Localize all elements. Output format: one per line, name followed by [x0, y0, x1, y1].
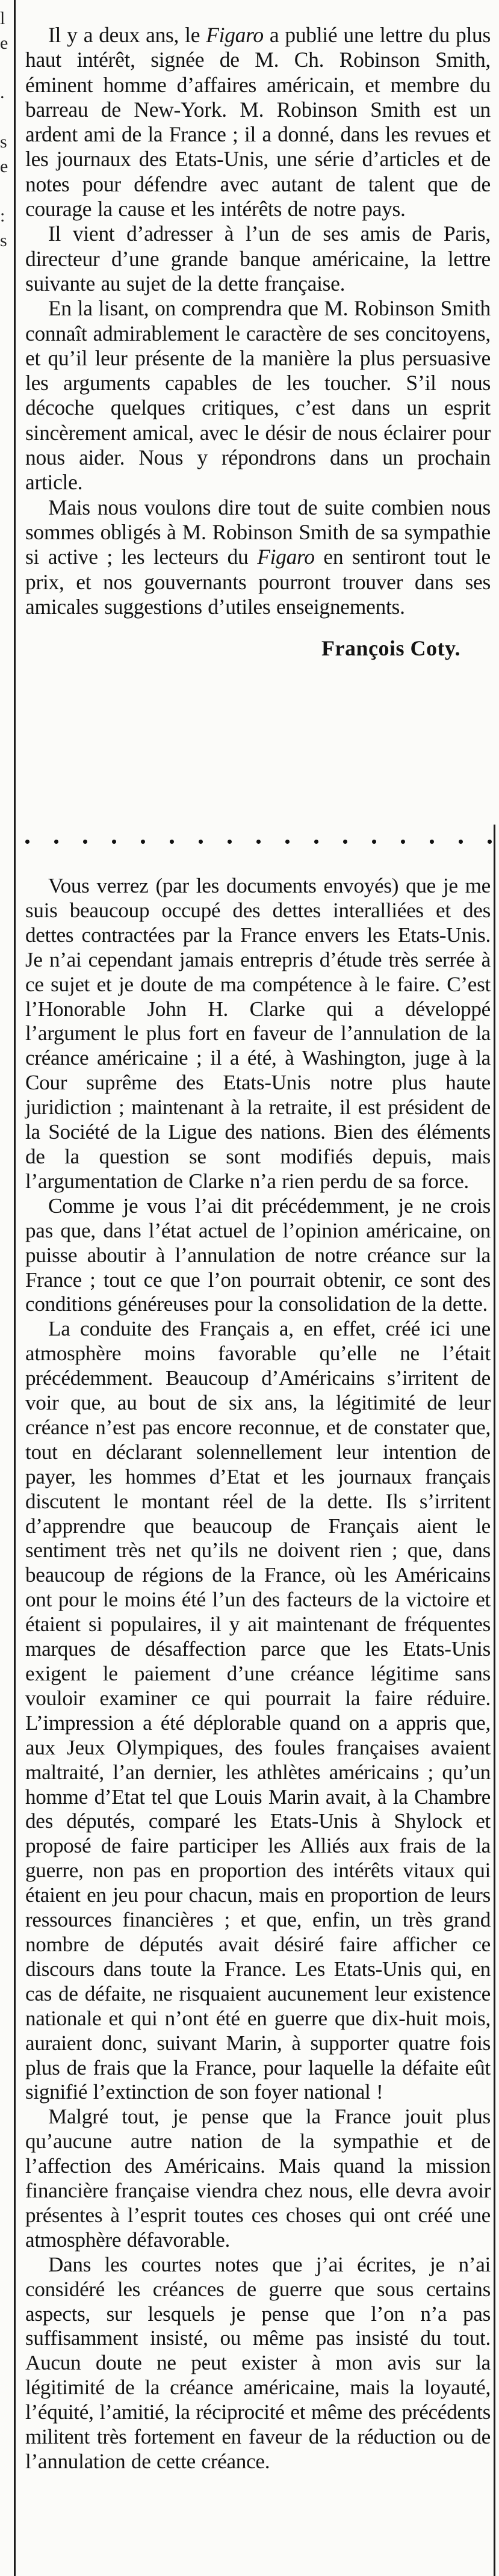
- dotted-separator: [25, 840, 492, 844]
- letter-paragraph: La conduite des Français a, en effet, créé ici une atmosphère moins favorable qu’elle ne l’était précédemment. Beaucoup d’Américains s’irritent de voir que, au bout de six ans, la légitimité de leur créance n’est pas encore reconnue, et de constater que, tout en déclarant solennellement leur intention de payer, les hommes d’Etat et les journaux français discutent le montant réel de la dette. Ils s’irritent d’apprendre que beaucoup de Français aient le sentiment très net qu’ils ne doivent rien ; que, dans beaucoup de régions de la France, où les Américains ont pour le moins été l’un des facteurs de la victoire et étaient si populaires, il y ait maintenant de fréquentes marques de désaffection parce que les Etats-Unis exigent le paiement d’une créance légitime sans vouloir examiner ce qui pourrait la faire réduire. L’impression a été déplorable quand on a appris que, aux Jeux Olympiques, des foules françaises avaient maltraité, l’an dernier, les athlètes américains ; qu’un homme d’Etat tel que Louis Marin avait, à la Chambre des députés, comparé les Etats-Unis à Shylock et proposé de faire participer les Alliés aux frais de la guerre, non pas en proportion des intérêts vitaux qui étaient en jeu pour chacun, mais en proportion de leurs ressources financières ; et que, enfin, un très grand nombre de députés avait désiré faire afficher ce discours dans toute la France. Les Etats-Unis qui, en cas de défaite, ne risquaient aucunement leur existence nationale et qui n’ont été en guerre que dix-huit mois, auraient donc, suivant Marin, à supporter quatre fois plus de frais que la France, pour laquelle la défaite eût signifié l’extinction de son foyer national !: [25, 1317, 491, 2104]
- letter-paragraph: Vous verrez (par les documents envoyés) que je me suis beaucoup occupé des dettes interalliées et des dettes contractées par la France envers les Etats-Unis. Je n’ai cependant jamais entrepris d’étude très serrée à ce sujet et je doute de ma compétence à le faire. C’est l’Honorable John H. Clarke qui a développé l’argument le plus fort en faveur de l’annulation de la créance américaine ; il a été, à Washington, juge à la Cour suprême des Etats-Unis notre plus haute juridiction ; maintenant à la retraite, il est président de la Société de la Ligue des nations. Bien des éléments de la question se sont modifiés depuis, mais l’argumentation de Clarke n’a rien perdu de sa force.: [25, 874, 491, 1193]
- letter-body: [25, 874, 491, 2474]
- letter-paragraph: Dans les courtes notes que j’ai écrites, je n’ai considéré les créances de guerre que sous certains aspects, sur lesquels je pense que l’on n’a pas suffisamment insisté, ou même pas insisté du tout. Aucun doute ne peut exister à mon avis sur la légitimité de la créance américaine, mais la loyauté, l’équité, l’amitié, la réciprocité et même des précédents militent très fortement en faveur de la réduction ou de l’annulation de cette créance.: [25, 2252, 491, 2473]
- editorial-introduction: [25, 23, 491, 661]
- author-signature: François Coty.: [321, 636, 460, 661]
- letter-paragraph: Comme je vous l’ai dit précédemment, je ne crois pas que, dans l’état actuel de l’opinion américaine, on puisse aboutir à l’annulation de notre créance sur la France ; tout ce que l’on pourrait obtenir, ce sont des conditions généreuses pour la consolidation de la dette.: [25, 1194, 491, 1316]
- newspaper-name: Figaro: [206, 23, 264, 47]
- letter-paragraph: Malgré tout, je pense que la France jouit plus qu’aucune autre nation de la sympathie et de l’affection des Américains. Mais quand la mission financière française viendra chez nous, elle devra avoir présentes à l’esprit toutes ces choses qui ont créé une atmosphère défavorable.: [25, 2105, 491, 2252]
- adjacent-column-fragment: l e . s e : s: [0, 8, 8, 250]
- intro-paragraph: Mais nous voulons dire tout de suite combien nous sommes obligés à M. Robinson Smith de sa sympathie si active ; les lecteurs du Figaro en sentiront tout le prix, et nos gouvernants pourront trouver dans ses amicales suggestions d’utiles enseignements.: [25, 495, 491, 619]
- intro-paragraph: En la lisant, on comprendra que M. Robinson Smith connaît admirablement le caractère de ses concitoyens, et qu’il leur présente de la manière la plus persuasive les arguments capables de les toucher. S’il nous décoche quelques critiques, c’est dans un esprit sincèrement amical, avec le désir de nous éclairer pour nous aider. Nous y répondrons dans un prochain article.: [25, 296, 491, 495]
- column-rule-left: [14, 0, 16, 2576]
- newspaper-name: Figaro: [257, 545, 315, 569]
- column-rule-right: [494, 825, 495, 2576]
- intro-paragraph: Il vient d’adresser à l’un de ses amis de Paris, directeur d’une grande banque américaine, la lettre suivante au sujet de la dette française.: [25, 221, 491, 296]
- intro-paragraph: Il y a deux ans, le Figaro a publié une lettre du plus haut intérêt, signée de M. Ch. Robinson Smith, éminent homme d’affaires américain, et membre du barreau de New-York. M. Robinson Smith est un ardent ami de la France ; il a donné, dans les revues et les journaux des Etats-Unis, une série d’articles et de notes pour défendre avec autant de talent que de courage la cause et les intérêts de notre pays.: [25, 23, 491, 221]
